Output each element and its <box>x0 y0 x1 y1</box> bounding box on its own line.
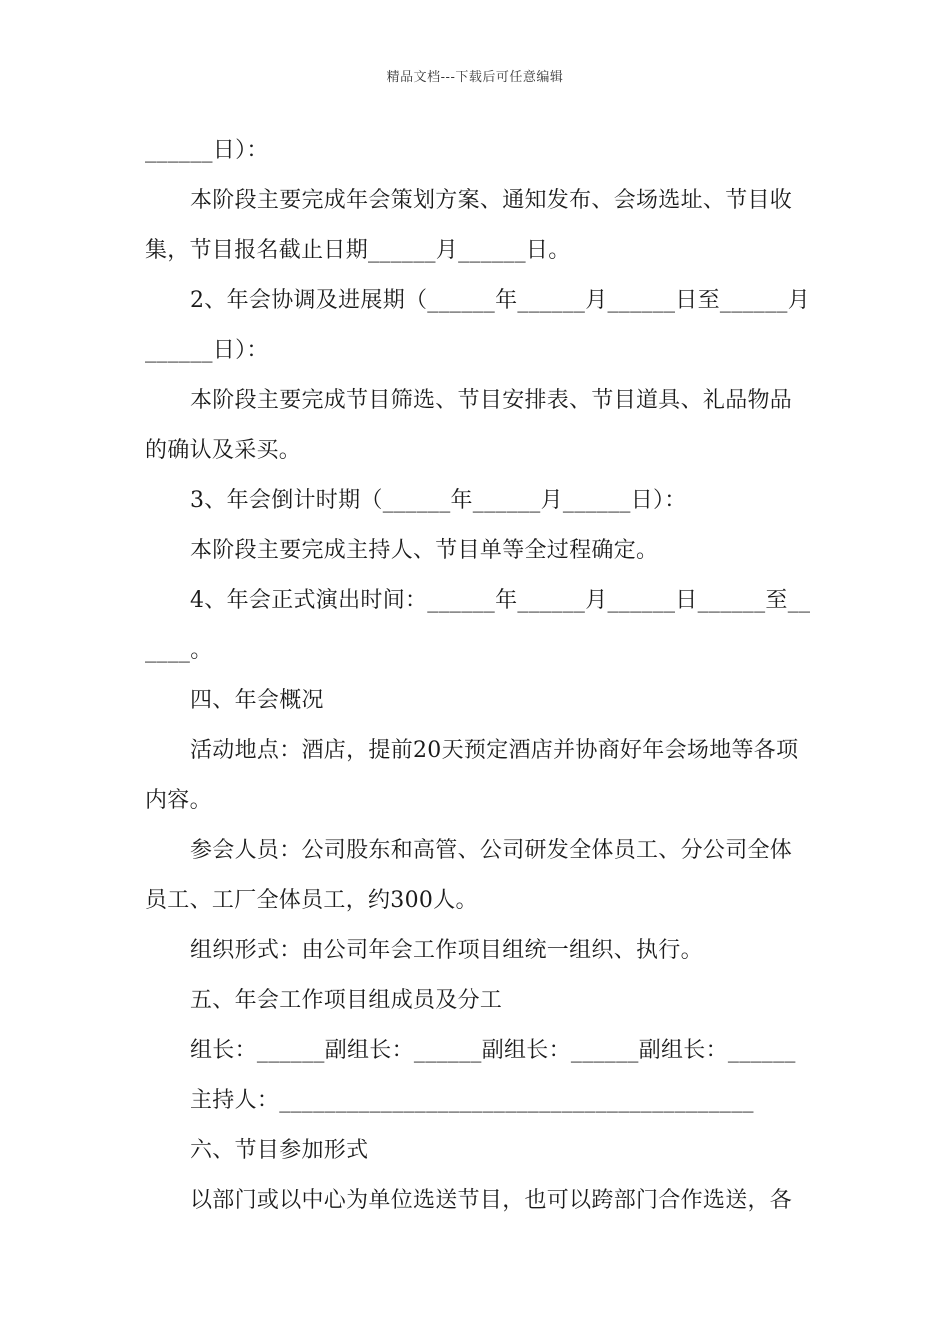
paragraph-line: 主持人：__________________________________________ <box>190 1088 754 1113</box>
page-header: 精品文档---下载后可任意编辑 <box>386 70 564 85</box>
text-line: ______日）： <box>145 138 269 163</box>
paragraph-line: 本阶段主要完成节目筛选、节目安排表、节目道具、礼品物品 <box>190 388 793 413</box>
paragraph-line: 本阶段主要完成年会策划方案、通知发布、会场选址、节目收 <box>190 188 793 213</box>
text-line: 内容。 <box>145 788 212 813</box>
paragraph-line: 3、年会倒计时期（______年______月______日）： <box>190 488 687 513</box>
section-heading: 四、年会概况 <box>190 688 324 713</box>
paragraph-line: 4、年会正式演出时间：______年______月______日______至__ <box>190 588 811 613</box>
text-line: ____。 <box>145 638 213 663</box>
section-heading: 六、节目参加形式 <box>190 1138 369 1163</box>
paragraph-line: 组织形式：由公司年会工作项目组统一组织、执行。 <box>190 938 703 963</box>
section-heading: 五、年会工作项目组成员及分工 <box>190 988 503 1013</box>
paragraph-line: 以部门或以中心为单位选送节目，也可以跨部门合作选送，各 <box>190 1188 793 1213</box>
paragraph-line: 参会人员：公司股东和高管、公司研发全体员工、分公司全体 <box>190 838 793 863</box>
paragraph-line: 组长：______副组长：______副组长：______副组长：______ <box>190 1038 796 1063</box>
text-line: 员工、工厂全体员工，约300人。 <box>145 888 478 913</box>
text-line: 集，节目报名截止日期______月______日。 <box>145 238 571 263</box>
text-line: ______日）： <box>145 338 269 363</box>
text-line: 的确认及采买。 <box>145 438 302 463</box>
paragraph-line: 2、年会协调及进展期（______年______月______日至______月 <box>190 288 810 313</box>
paragraph-line: 本阶段主要完成主持人、节目单等全过程确定。 <box>190 538 659 563</box>
paragraph-line: 活动地点：酒店，提前20天预定酒店并协商好年会场地等各项 <box>190 738 799 763</box>
